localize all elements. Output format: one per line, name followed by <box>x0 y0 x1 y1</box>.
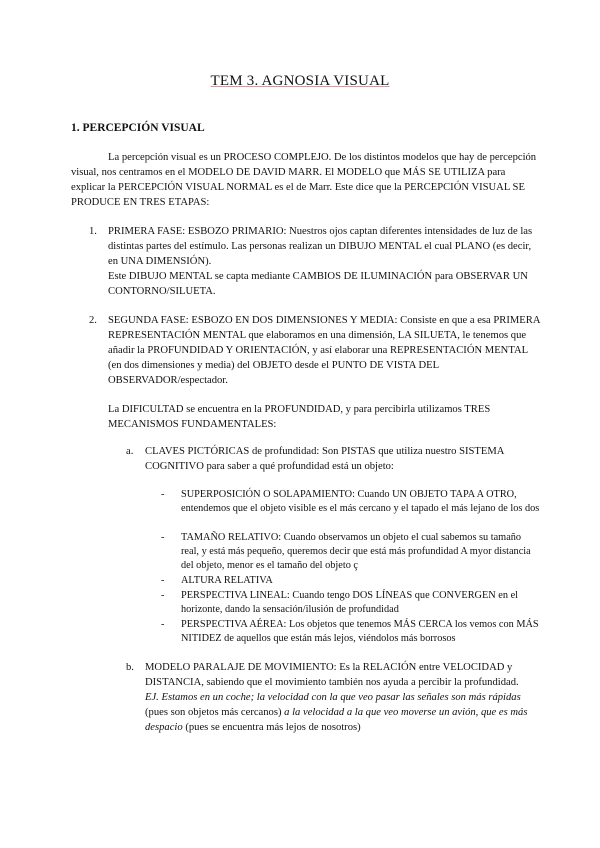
bullet-dash: - <box>161 590 165 601</box>
sub-a-text: CLAVES PICTÓRICAS de profundidad: Son PISTAS que utiliza nuestro SISTEMA COGNITIVO para saber a qué profundidad está un objeto: <box>145 446 504 472</box>
example-plain-1: (pues son objetos más cercanos) <box>145 707 285 718</box>
sub-a-letter: a. <box>126 446 134 457</box>
bullet-dash: - <box>161 619 165 630</box>
item-2: SEGUNDA FASE: ESBOZO EN DOS DIMENSIONES Y MEDIA: Consiste en que a esa PRIMERA REPRESENTACIÓN MENTAL que elaboramos en una dimensión, LA SILUETA, le tenemos que añadir la PROFUNDIDAD Y ORIENTACIÓN, y así elaborar una REPRESENTACIÓN MENTAL (en dos dimensiones y media) del OBJETO desde el PUNTO DE VISTA DEL OBSERVADOR/espectador. <box>108 315 540 386</box>
sub-b-letter: b. <box>126 662 134 673</box>
example-italic-1: EJ. Estamos en un coche; la velocidad con la que veo pasar las señales son más rápidas <box>145 692 521 703</box>
bullet-dash: - <box>161 489 165 500</box>
item-1-extra: Este DIBUJO MENTAL se capta mediante CAMBIOS DE ILUMINACIÓN para OBSERVAR UN CONTORNO/SILUETA. <box>108 271 528 297</box>
example-plain-2: (pues se encuentra más lejos de nosotros) <box>182 722 361 733</box>
bullet-item: SUPERPOSICIÓN O SOLAPAMIENTO: Cuando UN OBJETO TAPA A OTRO, entendemos que el objeto visible es el más cercano y el tapado el más lejano de los dos <box>181 489 540 514</box>
item-1 <box>108 224 540 299</box>
page-title: TEM 3. AGNOSIA VISUAL <box>210 73 390 89</box>
difficulty-paragraph: La DIFICULTAD se encuentra en la PROFUNDIDAD, y para percibirla utilizamos TRES MECANISMOS FUNDAMENTALES: <box>108 404 491 430</box>
bullet-dash: - <box>161 532 165 543</box>
intro-paragraph: La percepción visual es un PROCESO COMPLEJO. De los distintos modelos que hay de percepción visual, nos centramos en el MODELO DE DAVID MARR. El MODELO que MÁS SE UTILIZA para explicar la PERCEPCIÓN VISUAL NORMAL es el de Marr. Este dice que la PERCEPCIÓN VISUAL SE PRODUCE EN TRES ETAPAS: <box>71 152 537 208</box>
sub-b-text: MODELO PARALAJE DE MOVIMIENTO: Es la RELACIÓN entre VELOCIDAD y DISTANCIA, sabiendo que el movimiento también nos ayuda a percibir la profundidad. <box>145 662 519 688</box>
item-number-2: 2. <box>89 315 97 326</box>
section-heading: 1. PERCEPCIÓN VISUAL <box>71 122 205 134</box>
bullet-item: PERSPECTIVA AÉREA: Los objetos que tenemos MÁS CERCA los vemos con MÁS NITIDEZ de aquellos que están más lejos, viéndolos más borrosos <box>181 619 539 644</box>
item-number-1: 1. <box>89 226 97 237</box>
example-italic-2: a la velocidad a la que veo moverse un avión, que es más despacio <box>145 707 528 733</box>
bullet-item: PERSPECTIVA LINEAL: Cuando tengo DOS LÍNEAS que CONVERGEN en el horizonte, dando la sensación/ilusión de profundidad <box>181 590 519 615</box>
sub-b-example <box>145 692 527 733</box>
bullet-item: ALTURA RELATIVA <box>181 575 273 586</box>
sub-b-block <box>145 660 540 735</box>
bullet-dash: - <box>161 575 165 586</box>
bullet-item: TAMAÑO RELATIVO: Cuando observamos un objeto el cual sabemos su tamaño real, y está más pequeño, queremos decir que está más profundidad A myor distancia del objeto, menor es el tamaño del objeto ç <box>181 532 531 571</box>
item-1-text: PRIMERA FASE: ESBOZO PRIMARIO: Nuestros ojos captan diferentes intensidades de luz de las distintas partes del estímulo. Las personas realizan un DIBUJO MENTAL el cual PLANO (es decir, en UNA DIMENSIÓN). <box>108 226 533 267</box>
